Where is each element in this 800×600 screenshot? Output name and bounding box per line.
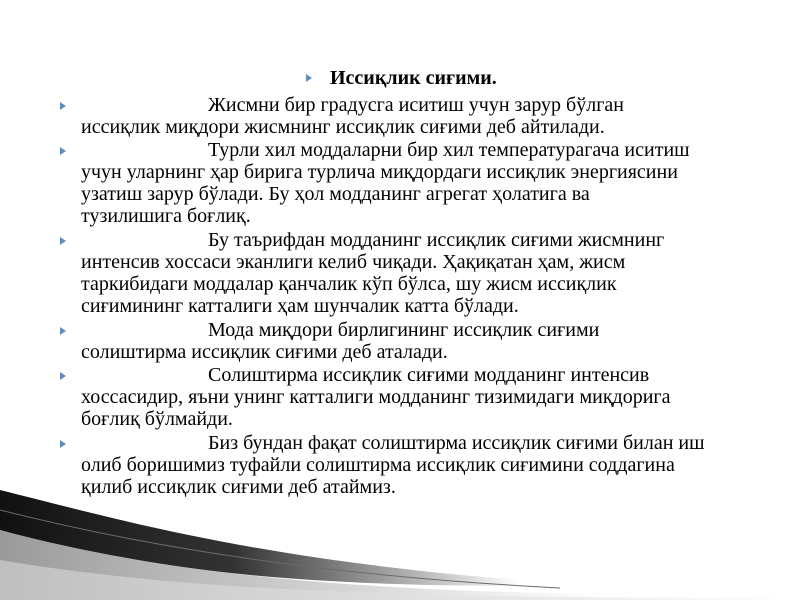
paragraph-line: Жисмни бир градусга иситиш учун зарур бўлган [208,94,624,116]
decorative-swoosh [0,490,800,600]
paragraph-line: Биз бундан фақат солиштирма иссиқлик сиғими билан иш [208,432,705,454]
paragraph-line: Бу таърифдан модданинг иссиқлик сиғими жисмнинг [208,229,665,251]
paragraph-line: олиб боришимиз туфайли солиштирма иссиқлик сиғимини соддагина [81,454,675,476]
triangle-bullet-icon [60,237,66,245]
paragraph-line: тузилишига боғлиқ. [81,205,251,227]
triangle-bullet-icon [60,327,66,335]
paragraph-line: сиғимининг катталиги ҳам шунчалик катта бўлади. [81,295,519,317]
slide-title: Иссиқлик сиғими. [330,67,497,89]
paragraph-line: Турли хил моддаларни бир хил температурагача иситиш [208,139,690,161]
paragraph-line: таркибидаги моддалар қанчалик кўп бўлса, шу жисм иссиқлик [81,273,617,295]
paragraph-line: Мода миқдори бирлигининг иссиқлик сиғими [208,319,600,341]
paragraph-line: боғлиқ бўлмайди. [81,408,233,430]
triangle-bullet-icon [60,372,66,380]
triangle-bullet-icon [306,74,312,82]
slide-title-row [0,66,800,92]
triangle-bullet-icon [60,440,66,448]
paragraph-line: хоссасидир, яъни унинг катталиги модданинг тизимидаги миқдорига [81,386,671,408]
paragraph-line: узатиш зарур бўлади. Бу ҳол модданинг агрегат ҳолатига ва [81,183,590,205]
paragraph-line: Солиштирма иссиқлик сиғими модданинг интенсив [208,364,650,386]
paragraph-line: қилиб иссиқлик сиғими деб атаймиз. [81,476,396,498]
paragraph-line: солиштирма иссиқлик сиғими деб аталади. [81,341,448,363]
paragraph-line: иссиқлик миқдори жисмнинг иссиқлик сиғими деб айтилади. [81,116,605,138]
paragraph-line: интенсив хоссаси эканлиги келиб чиқади. Ҳақиқатан ҳам, жисм [81,251,626,273]
paragraph-line: учун уларнинг ҳар бирига турлича миқдордаги иссиқлик энергиясини [81,161,678,183]
triangle-bullet-icon [60,102,66,110]
triangle-bullet-icon [60,147,66,155]
